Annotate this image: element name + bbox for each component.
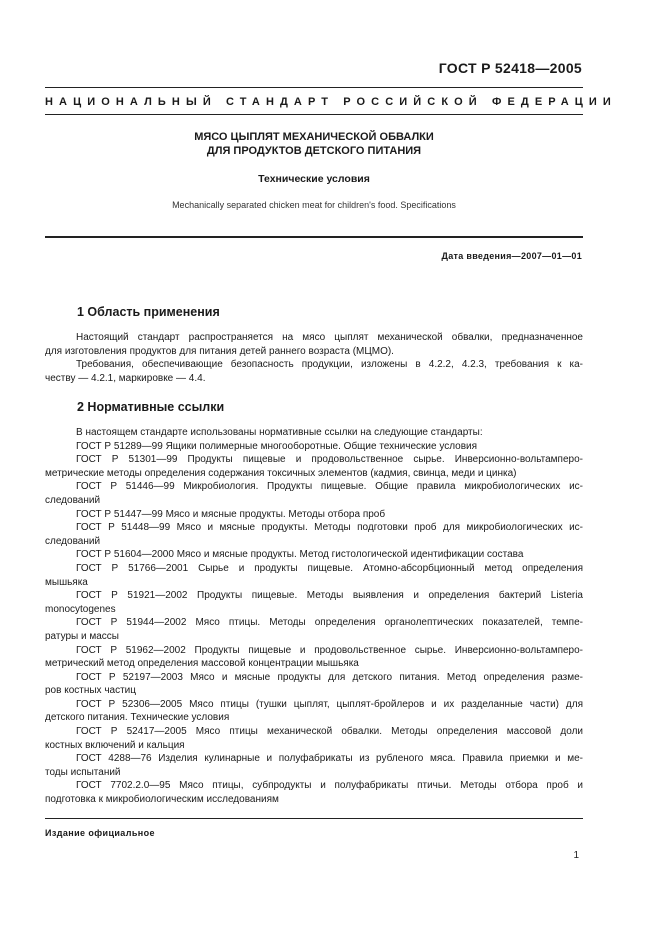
reference-line: ГОСТ Р 52417—2005 Мясо птицы механической обвалки. Методы определения массовой доли <box>76 726 583 738</box>
reference-line: костных включений и кальция <box>45 739 185 751</box>
text-line: для изготовления продуктов для питания детей раннего возраста (МЦМО). <box>45 345 394 357</box>
reference-line: подготовка к микробиологическим исследованиям <box>45 794 279 806</box>
reference-line: метрический метод определения массовой концентрации мышьяка <box>45 658 359 670</box>
national-rule <box>45 114 583 115</box>
text-line: Требования, обеспечивающие безопасность продукции, изложены в 4.2.2, 4.2.3, требования к ка- <box>76 359 583 371</box>
reference-line: ратуры и массы <box>45 630 119 642</box>
reference-line: детского питания. Технические условия <box>45 712 230 724</box>
page-number: 1 <box>573 850 579 861</box>
reference-line: ГОСТ Р 51301—99 Продукты пищевые и продовольственное сырье. Инверсионно-вольтамперо- <box>76 454 583 466</box>
title-line-2: ДЛЯ ПРОДУКТОВ ДЕТСКОГО ПИТАНИЯ <box>206 145 422 157</box>
section-2-body <box>45 426 583 807</box>
reference-line: ГОСТ Р 52306—2005 Мясо птицы (тушки цыплят, цыплят-бройлеров и их разделанные части) для <box>76 698 583 710</box>
reference-line: ГОСТ 4288—76 Изделия кулинарные и полуфабрикаты из рубленого мяса. Правила приемки и ме- <box>76 753 583 765</box>
text-line: честву — 4.2.1, маркировке — 4.4. <box>45 372 206 384</box>
document-title <box>45 130 583 158</box>
section-2-heading: 2 Нормативные ссылки <box>77 400 225 414</box>
title-line-1: МЯСО ЦЫПЛЯТ МЕХАНИЧЕСКОЙ ОБВАЛКИ <box>194 131 434 143</box>
reference-line: ГОСТ Р 51604—2000 Мясо и мясные продукты. Метод гистологической идентификации состава <box>76 549 524 561</box>
reference-line: ГОСТ Р 51446—99 Микробиология. Продукты пищевые. Общие правила микробиологических ис- <box>76 481 583 493</box>
text-line: Настоящий стандарт распространяется на мясо цыплят механической обвалки, предназначенное <box>76 332 583 343</box>
reference-line: ГОСТ Р 51921—2002 Продукты пищевые. Методы выявления и определения бактерий Listeria <box>76 590 583 602</box>
reference-line: следований <box>45 494 101 506</box>
section-1-body <box>45 331 583 385</box>
reference-line: ГОСТ Р 52197—2003 Мясо и мясные продукты для детского питания. Метод определения разме- <box>76 671 583 683</box>
reference-line: следований <box>45 535 101 547</box>
reference-line: метрические методы определения содержания токсичных элементов (кадмия, свинца, меди и цинка) <box>45 467 517 479</box>
reference-line: мышьяка <box>45 576 88 588</box>
reference-line: ГОСТ 7702.2.0—95 Мясо птицы, субпродукты и полуфабрикаты птичьи. Методы отбора проб и <box>76 780 583 792</box>
header-rule <box>45 87 583 88</box>
footer-rule <box>45 818 583 819</box>
reference-line: ГОСТ Р 51289—99 Ящики полимерные многооборотные. Общие технические условия <box>76 440 478 452</box>
standard-code: ГОСТ Р 52418—2005 <box>438 60 582 76</box>
official-edition-note: Издание официальное <box>45 828 155 838</box>
reference-line: ГОСТ Р 51766—2001 Сырье и продукты пищевые. Атомно-абсорбционный метод определения <box>76 562 583 574</box>
title-rule <box>45 236 583 238</box>
section-1-heading: 1 Область применения <box>77 305 220 319</box>
reference-line: ГОСТ Р 51448—99 Мясо и мясные продукты. Методы подготовки проб для микробиологических ис- <box>76 522 583 534</box>
document-subtitle: Технические условия <box>258 173 370 185</box>
reference-line: ГОСТ Р 51447—99 Мясо и мясные продукты. Методы отбора проб <box>76 508 386 520</box>
reference-line: monocytogenes <box>45 603 116 615</box>
national-standard-title: НАЦИОНАЛЬНЫЙ СТАНДАРТ РОССИЙСКОЙ ФЕДЕРАЦИИ <box>45 96 617 108</box>
introduction-date: Дата введения—2007—01—01 <box>441 251 582 261</box>
reference-line: тоды испытаний <box>45 766 121 778</box>
reference-line: ГОСТ Р 51962—2002 Продукты пищевые и продовольственное сырье. Инверсионно-вольтамперо- <box>76 644 583 656</box>
reference-line: ров костных частиц <box>45 685 136 697</box>
reference-line: ГОСТ Р 51944—2002 Мясо птицы. Методы определения органолептических показателей, темпе- <box>76 617 583 629</box>
text-line: В настоящем стандарте использованы нормативные ссылки на следующие стандарты: <box>76 427 483 438</box>
english-title: Mechanically separated chicken meat for children's food. Specifications <box>172 200 456 210</box>
